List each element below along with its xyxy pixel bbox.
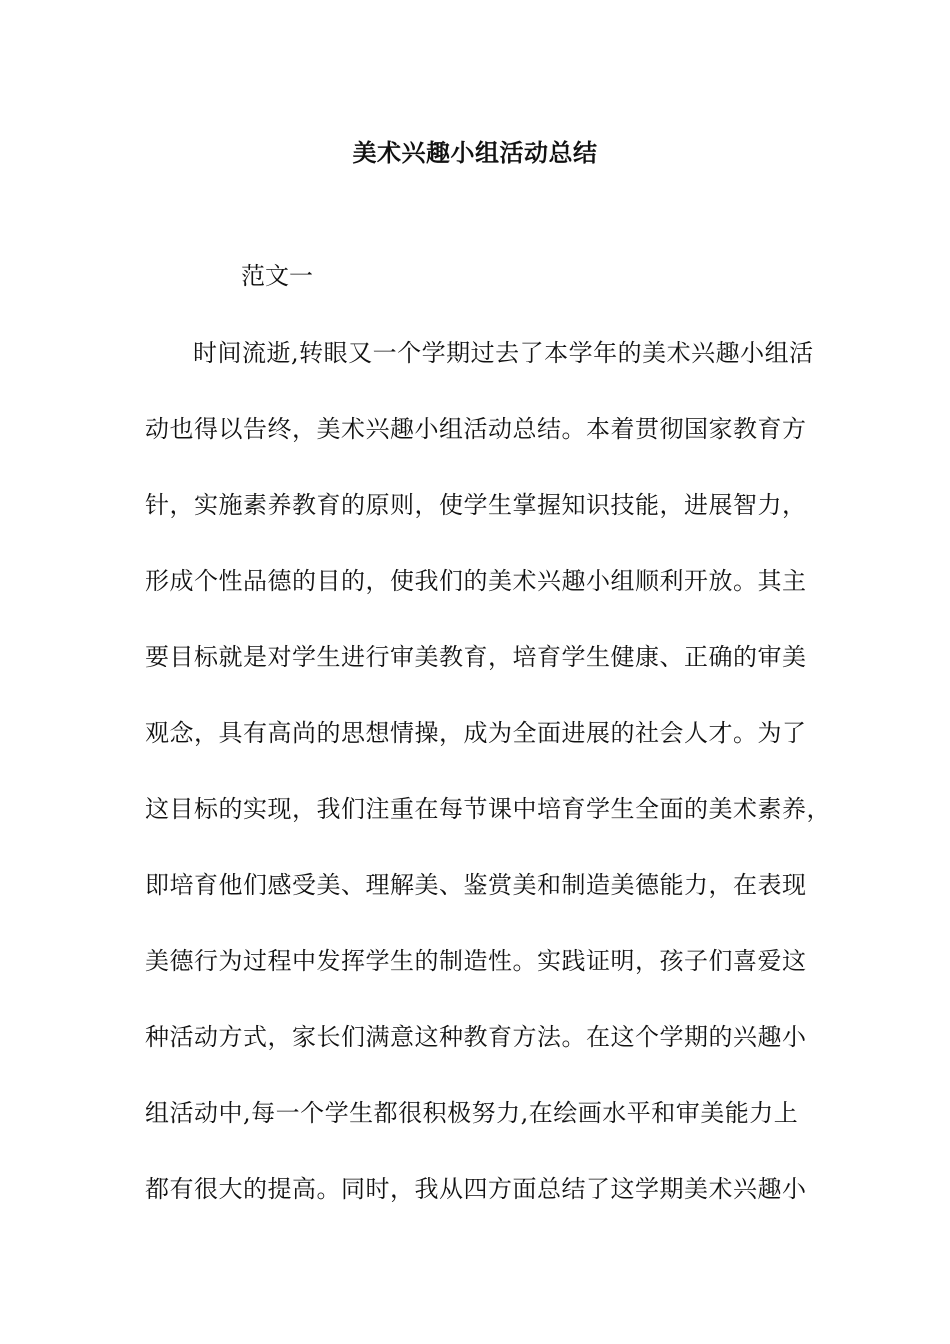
section-label: 范文一: [241, 262, 313, 290]
text-line: 都有很大的提高。同时，我从四方面总结了这学期美术兴趣小: [145, 1175, 807, 1203]
text-line: 观念，具有高尚的思想情操，成为全面进展的社会人才。为了: [145, 719, 807, 747]
text-line: 时间流逝,转眼又一个学期过去了本学年的美术兴趣小组活: [193, 339, 814, 367]
text-line: 这目标的实现，我们注重在每节课中培育学生全面的美术素养，: [145, 795, 831, 823]
text-line: 针，实施素养教育的原则，使学生掌握知识技能，进展智力，: [145, 491, 807, 519]
text-line: 即培育他们感受美、理解美、鉴赏美和制造美德能力，在表现: [145, 871, 807, 899]
text-line: 形成个性品德的目的，使我们的美术兴趣小组顺利开放。其主: [145, 567, 807, 595]
text-line: 要目标就是对学生进行审美教育，培育学生健康、正确的审美: [145, 643, 807, 671]
text-line: 种活动方式，家长们满意这种教育方法。在这个学期的兴趣小: [145, 1023, 807, 1051]
body-text: [145, 333, 831, 1245]
text-line: 组活动中,每一个学生都很积极努力,在绘画水平和审美能力上: [145, 1099, 799, 1127]
text-line: 动也得以告终，美术兴趣小组活动总结。本着贯彻国家教育方: [145, 415, 807, 443]
document-title: 美术兴趣小组活动总结: [352, 139, 598, 167]
text-line: 美德行为过程中发挥学生的制造性。实践证明，孩子们喜爱这: [145, 947, 807, 975]
